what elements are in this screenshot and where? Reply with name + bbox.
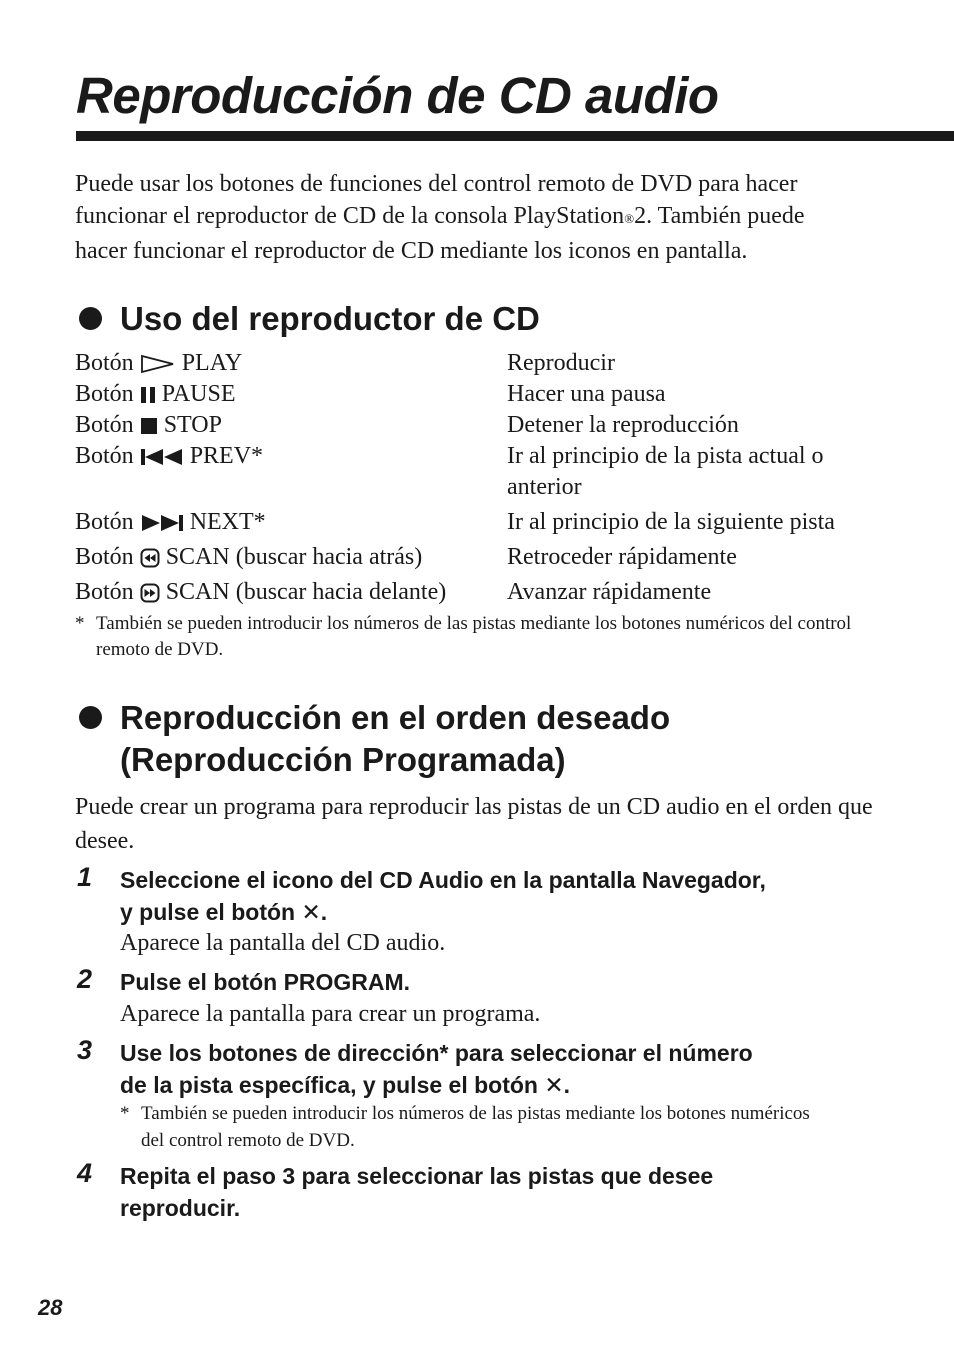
section2-intro: Puede crear un programa para reproducir las pistas de un CD audio en el orden que desee. <box>75 794 873 854</box>
table-row <box>75 538 875 573</box>
button-word: Botón <box>75 381 134 407</box>
scan-back-icon <box>140 548 160 568</box>
step-description: Aparece la pantalla del CD audio. <box>120 930 446 956</box>
footnote-text: También se pueden introducir los números de las pistas mediante los botones numéricos del control remoto de DVD. <box>141 1103 810 1151</box>
step-number: 3 <box>77 1035 93 1065</box>
footnote-mark: * <box>75 613 85 634</box>
intro-line-1: Puede usar los botones de funciones del control remoto de DVD para hacer <box>75 171 798 197</box>
intro-paragraph <box>75 168 895 267</box>
button-function-table <box>75 348 875 608</box>
cross-button-icon: ✕ <box>301 900 321 926</box>
step-title-end: . <box>563 1072 571 1098</box>
step-title <box>120 1037 880 1102</box>
button-name: NEXT* <box>189 509 266 535</box>
button-word: Botón <box>75 412 134 438</box>
step-title: Pulse el botón PROGRAM. <box>120 969 411 995</box>
page-title: Reproducción de CD audio <box>76 67 719 124</box>
button-description: Ir al principio de la pista actual o anterior <box>507 443 824 500</box>
section1-footnote <box>75 611 875 663</box>
button-word: Botón <box>75 544 134 570</box>
section-heading-cd-player <box>75 298 540 340</box>
intro-line-2b: 2. También puede <box>634 203 805 229</box>
step-title-line-2: y pulse el botón <box>120 899 296 925</box>
step-title <box>120 864 880 929</box>
intro-line-2a: funcionar el reproductor de CD de la consola PlayStation <box>75 203 625 229</box>
step-title-line-2: de la pista específica, y pulse el botón <box>120 1072 538 1098</box>
table-row <box>75 441 875 503</box>
button-name: STOP <box>163 412 222 438</box>
circle-bullet-icon <box>79 706 102 729</box>
step-title-end: . <box>320 899 328 925</box>
stop-icon <box>140 416 158 436</box>
button-description: Hacer una pausa <box>507 381 666 407</box>
scan-forward-icon <box>140 583 160 603</box>
button-description: Ir al principio de la siguiente pista <box>507 509 835 535</box>
button-word: Botón <box>75 443 134 469</box>
button-name: SCAN (buscar hacia atrás) <box>165 544 423 570</box>
footnote-mark: * <box>120 1103 130 1124</box>
cross-button-icon: ✕ <box>544 1073 564 1099</box>
section-heading-line-1: Reproducción en el orden deseado <box>120 699 671 736</box>
table-row <box>75 348 875 379</box>
step-title-line-1: Repita el paso 3 para seleccionar las pistas que desee <box>120 1163 714 1189</box>
page-number: 28 <box>38 1295 63 1320</box>
section-heading-programmed-play <box>75 697 670 781</box>
next-icon <box>140 513 184 533</box>
intro-line-3: hacer funcionar el reproductor de CD mediante los iconos en pantalla. <box>75 238 748 264</box>
title-rule <box>76 131 954 141</box>
button-description: Retroceder rápidamente <box>507 544 737 570</box>
button-word: Botón <box>75 579 134 605</box>
step-description: Aparece la pantalla para crear un programa. <box>120 1001 541 1027</box>
circle-bullet-icon <box>79 307 102 330</box>
table-row <box>75 410 875 441</box>
step-number: 1 <box>77 862 93 892</box>
table-row <box>75 379 875 410</box>
step-title-line-1: Seleccione el icono del CD Audio en la pantalla Navegador, <box>120 867 766 893</box>
table-row <box>75 573 875 608</box>
button-word: Botón <box>75 350 134 376</box>
registered-mark: ® <box>624 211 635 226</box>
button-name: SCAN (buscar hacia delante) <box>165 579 447 605</box>
footnote-text: También se pueden introducir los números de las pistas mediante los botones numéricos del control remoto de DVD. <box>96 613 852 660</box>
prev-icon <box>140 447 184 467</box>
button-word: Botón <box>75 509 134 535</box>
section-heading-line-2: (Reproducción Programada) <box>120 741 566 778</box>
step-number: 2 <box>77 964 93 994</box>
button-name: PREV* <box>189 443 264 469</box>
pause-icon <box>140 385 156 405</box>
button-name: PLAY <box>181 350 243 376</box>
button-description: Detener la reproducción <box>507 412 739 438</box>
table-row <box>75 503 875 538</box>
section-heading-text: Uso del reproductor de CD <box>120 300 540 337</box>
button-name: PAUSE <box>161 381 236 407</box>
step-footnote <box>120 1100 820 1154</box>
step-title-line-2: reproducir. <box>120 1195 241 1221</box>
step-number: 4 <box>77 1158 93 1188</box>
step-title <box>120 1160 880 1224</box>
play-icon <box>140 354 176 374</box>
button-description: Reproducir <box>507 350 615 376</box>
step-title-line-1: Use los botones de dirección* para seleccionar el número <box>120 1040 753 1066</box>
button-description: Avanzar rápidamente <box>507 579 712 605</box>
